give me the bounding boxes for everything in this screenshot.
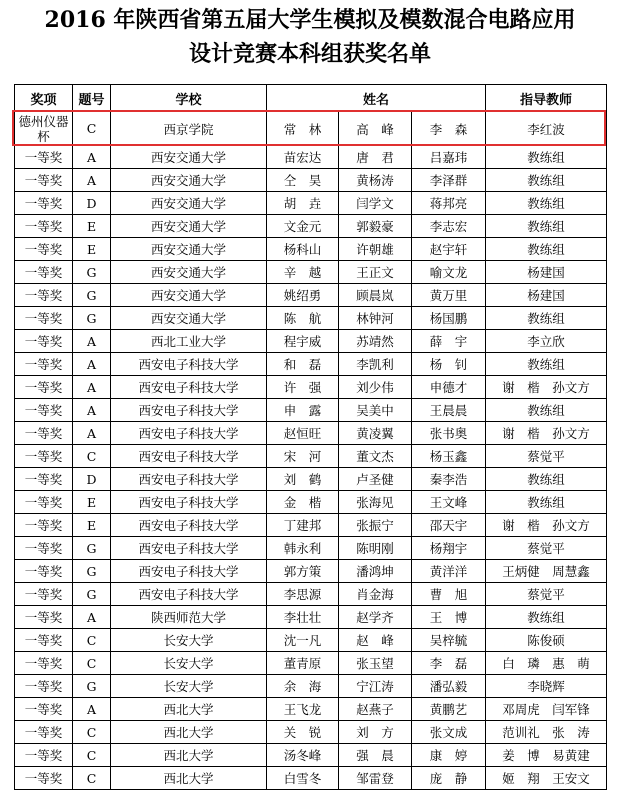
name-1-cell: 汤冬峰 <box>267 744 339 767</box>
advisor-cell: 蔡觉平 <box>486 537 607 560</box>
problem-cell: C <box>73 629 111 652</box>
name-2-cell: 黄杨涛 <box>339 169 412 192</box>
name-2-cell: 赵 峰 <box>339 629 412 652</box>
advisor-cell: 蔡觉平 <box>486 445 607 468</box>
school-cell: 西安电子科技大学 <box>111 514 267 537</box>
advisor-cell: 教练组 <box>486 468 607 491</box>
school-cell: 西安电子科技大学 <box>111 537 267 560</box>
award-table <box>14 84 607 790</box>
school-cell: 西安电子科技大学 <box>111 353 267 376</box>
problem-cell: E <box>73 215 111 238</box>
name-2-cell: 赵燕子 <box>339 698 412 721</box>
name-2-cell: 张玉望 <box>339 652 412 675</box>
school-cell: 陕西师范大学 <box>111 606 267 629</box>
school-cell: 西北大学 <box>111 767 267 790</box>
name-2-cell: 郭毅豪 <box>339 215 412 238</box>
table-row <box>15 767 607 790</box>
advisor-cell: 杨建国 <box>486 284 607 307</box>
award-cell: 一等奖 <box>15 284 73 307</box>
award-cell: 一等奖 <box>15 583 73 606</box>
name-1-cell: 许 强 <box>267 376 339 399</box>
advisor-cell: 王炳健 周慧鑫 <box>486 560 607 583</box>
header-school: 学校 <box>111 85 267 112</box>
name-3-cell: 黄洋洋 <box>412 560 486 583</box>
name-1-cell: 丁建邦 <box>267 514 339 537</box>
award-cell: 一等奖 <box>15 744 73 767</box>
award-cell: 一等奖 <box>15 376 73 399</box>
name-1-cell: 杨科山 <box>267 238 339 261</box>
award-cell: 一等奖 <box>15 238 73 261</box>
award-cell: 一等奖 <box>15 698 73 721</box>
advisor-cell: 教练组 <box>486 307 607 330</box>
school-cell: 西安交通大学 <box>111 146 267 169</box>
name-3-cell: 潘弘毅 <box>412 675 486 698</box>
name-3-cell: 杨 钊 <box>412 353 486 376</box>
school-cell: 西安电子科技大学 <box>111 583 267 606</box>
problem-cell: C <box>73 652 111 675</box>
name-1-cell: 陈 航 <box>267 307 339 330</box>
name-2-cell: 赵学齐 <box>339 606 412 629</box>
problem-cell: G <box>73 284 111 307</box>
award-cell: 一等奖 <box>15 353 73 376</box>
name-2-cell: 陈明刚 <box>339 537 412 560</box>
name-2-cell: 顾晨岚 <box>339 284 412 307</box>
problem-cell: G <box>73 261 111 284</box>
name-2-cell: 王正文 <box>339 261 412 284</box>
name-2-cell: 张海见 <box>339 491 412 514</box>
school-cell: 西北工业大学 <box>111 330 267 353</box>
name-2-cell: 刘 方 <box>339 721 412 744</box>
award-cell: 一等奖 <box>15 560 73 583</box>
name-3-cell: 邵天宇 <box>412 514 486 537</box>
name-3-cell: 王文峰 <box>412 491 486 514</box>
table-row <box>15 353 607 376</box>
school-cell: 西北大学 <box>111 744 267 767</box>
name-3-cell: 曹 旭 <box>412 583 486 606</box>
name-1-cell: 常 林 <box>267 112 339 146</box>
school-cell: 西安交通大学 <box>111 261 267 284</box>
table-row <box>15 169 607 192</box>
name-2-cell: 黄凌翼 <box>339 422 412 445</box>
school-cell: 西京学院 <box>111 112 267 146</box>
problem-cell: D <box>73 468 111 491</box>
problem-cell: A <box>73 376 111 399</box>
advisor-cell: 李立欣 <box>486 330 607 353</box>
advisor-cell: 谢 楷 孙文方 <box>486 514 607 537</box>
advisor-cell: 教练组 <box>486 399 607 422</box>
name-3-cell: 张书奥 <box>412 422 486 445</box>
name-3-cell: 申德才 <box>412 376 486 399</box>
table-row <box>15 215 607 238</box>
award-cell: 一等奖 <box>15 468 73 491</box>
name-1-cell: 胡 垚 <box>267 192 339 215</box>
award-cell: 一等奖 <box>15 192 73 215</box>
advisor-cell: 教练组 <box>486 491 607 514</box>
header-names: 姓名 <box>267 85 486 112</box>
advisor-cell: 教练组 <box>486 606 607 629</box>
name-2-cell: 苏靖然 <box>339 330 412 353</box>
table-row <box>15 744 607 767</box>
problem-cell: C <box>73 445 111 468</box>
advisor-cell: 李晓辉 <box>486 675 607 698</box>
school-cell: 西北大学 <box>111 698 267 721</box>
name-1-cell: 辛 越 <box>267 261 339 284</box>
name-1-cell: 程宇威 <box>267 330 339 353</box>
award-cell: 一等奖 <box>15 261 73 284</box>
award-cell: 一等奖 <box>15 606 73 629</box>
name-1-cell: 赵恒旺 <box>267 422 339 445</box>
table-row <box>15 514 607 537</box>
document-title-line-2: 设计竞赛本科组获奖名单 <box>188 41 431 67</box>
name-1-cell: 白雪冬 <box>267 767 339 790</box>
name-2-cell: 李凯利 <box>339 353 412 376</box>
table-row <box>15 192 607 215</box>
advisor-cell: 教练组 <box>486 169 607 192</box>
table-row <box>15 330 607 353</box>
advisor-cell: 李红波 <box>486 112 607 146</box>
name-1-cell: 李思源 <box>267 583 339 606</box>
problem-cell: A <box>73 146 111 169</box>
name-3-cell: 杨翔宇 <box>412 537 486 560</box>
name-2-cell: 刘少伟 <box>339 376 412 399</box>
award-cell: 一等奖 <box>15 215 73 238</box>
table-row <box>15 698 607 721</box>
advisor-cell: 邓周虎 闫军锋 <box>486 698 607 721</box>
table-row <box>15 238 607 261</box>
name-1-cell: 宋 河 <box>267 445 339 468</box>
problem-cell: A <box>73 330 111 353</box>
problem-cell: A <box>73 422 111 445</box>
name-1-cell: 金 楷 <box>267 491 339 514</box>
school-cell: 西安交通大学 <box>111 307 267 330</box>
school-cell: 长安大学 <box>111 675 267 698</box>
name-1-cell: 李壮壮 <box>267 606 339 629</box>
school-cell: 西安电子科技大学 <box>111 491 267 514</box>
problem-cell: D <box>73 192 111 215</box>
problem-cell: G <box>73 307 111 330</box>
table-row <box>15 307 607 330</box>
table-row <box>15 606 607 629</box>
award-cell: 德州仪器杯 <box>15 112 73 146</box>
school-cell: 西安交通大学 <box>111 192 267 215</box>
advisor-cell: 陈俊硕 <box>486 629 607 652</box>
advisor-cell: 姬 翔 王安文 <box>486 767 607 790</box>
problem-cell: C <box>73 721 111 744</box>
award-cell: 一等奖 <box>15 652 73 675</box>
problem-cell: C <box>73 744 111 767</box>
name-2-cell: 吴美中 <box>339 399 412 422</box>
name-1-cell: 董青原 <box>267 652 339 675</box>
award-cell: 一等奖 <box>15 169 73 192</box>
problem-cell: E <box>73 514 111 537</box>
table-row <box>15 629 607 652</box>
table-row <box>15 422 607 445</box>
name-1-cell: 王飞龙 <box>267 698 339 721</box>
name-3-cell: 薛 宇 <box>412 330 486 353</box>
name-2-cell: 董文杰 <box>339 445 412 468</box>
award-cell: 一等奖 <box>15 422 73 445</box>
award-cell: 一等奖 <box>15 491 73 514</box>
name-3-cell: 吴梓毓 <box>412 629 486 652</box>
award-cell: 一等奖 <box>15 675 73 698</box>
advisor-cell: 教练组 <box>486 192 607 215</box>
problem-cell: A <box>73 353 111 376</box>
advisor-cell: 范训礼 张 涛 <box>486 721 607 744</box>
school-cell: 西安电子科技大学 <box>111 376 267 399</box>
name-2-cell: 许朝雄 <box>339 238 412 261</box>
advisor-cell: 教练组 <box>486 146 607 169</box>
award-cell: 一等奖 <box>15 330 73 353</box>
problem-cell: G <box>73 583 111 606</box>
advisor-cell: 蔡觉平 <box>486 583 607 606</box>
award-cell: 一等奖 <box>15 767 73 790</box>
name-1-cell: 姚绍勇 <box>267 284 339 307</box>
problem-cell: E <box>73 238 111 261</box>
name-3-cell: 王晨晨 <box>412 399 486 422</box>
name-3-cell: 张文成 <box>412 721 486 744</box>
name-3-cell: 李 森 <box>412 112 486 146</box>
name-3-cell: 王 博 <box>412 606 486 629</box>
problem-cell: C <box>73 767 111 790</box>
name-1-cell: 和 磊 <box>267 353 339 376</box>
award-cell: 一等奖 <box>15 629 73 652</box>
name-2-cell: 林钟河 <box>339 307 412 330</box>
advisor-cell: 谢 楷 孙文方 <box>486 376 607 399</box>
school-cell: 西安电子科技大学 <box>111 422 267 445</box>
table-row <box>15 721 607 744</box>
name-1-cell: 关 锐 <box>267 721 339 744</box>
problem-cell: A <box>73 698 111 721</box>
school-cell: 西北大学 <box>111 721 267 744</box>
problem-cell: A <box>73 606 111 629</box>
advisor-cell: 教练组 <box>486 238 607 261</box>
problem-cell: G <box>73 560 111 583</box>
table-row <box>15 376 607 399</box>
name-3-cell: 李泽群 <box>412 169 486 192</box>
school-cell: 西安交通大学 <box>111 169 267 192</box>
name-1-cell: 苗宏达 <box>267 146 339 169</box>
award-cell: 一等奖 <box>15 399 73 422</box>
problem-cell: G <box>73 537 111 560</box>
school-cell: 西安交通大学 <box>111 215 267 238</box>
table-row <box>15 112 607 146</box>
table-row <box>15 583 607 606</box>
school-cell: 西安电子科技大学 <box>111 468 267 491</box>
award-cell: 一等奖 <box>15 721 73 744</box>
problem-cell: A <box>73 399 111 422</box>
name-2-cell: 强 晨 <box>339 744 412 767</box>
header-advisor: 指导教师 <box>486 85 607 112</box>
school-cell: 西安交通大学 <box>111 238 267 261</box>
table-row <box>15 560 607 583</box>
advisor-cell: 姜 博 易黄建 <box>486 744 607 767</box>
advisor-cell: 谢 楷 孙文方 <box>486 422 607 445</box>
header-problem: 题号 <box>73 85 111 112</box>
name-3-cell: 喻文龙 <box>412 261 486 284</box>
header-award: 奖项 <box>15 85 73 112</box>
name-3-cell: 李 磊 <box>412 652 486 675</box>
table-row <box>15 399 607 422</box>
award-cell: 一等奖 <box>15 307 73 330</box>
advisor-cell: 教练组 <box>486 353 607 376</box>
name-1-cell: 沈一凡 <box>267 629 339 652</box>
table-row <box>15 146 607 169</box>
name-2-cell: 卢圣健 <box>339 468 412 491</box>
table-row <box>15 284 607 307</box>
award-cell: 一等奖 <box>15 537 73 560</box>
name-2-cell: 张振宁 <box>339 514 412 537</box>
name-2-cell: 唐 君 <box>339 146 412 169</box>
table-row <box>15 261 607 284</box>
name-1-cell: 文金元 <box>267 215 339 238</box>
name-1-cell: 申 露 <box>267 399 339 422</box>
name-2-cell: 闫学文 <box>339 192 412 215</box>
problem-cell: A <box>73 169 111 192</box>
table-row <box>15 468 607 491</box>
name-2-cell: 高 峰 <box>339 112 412 146</box>
advisor-cell: 教练组 <box>486 215 607 238</box>
name-3-cell: 杨玉鑫 <box>412 445 486 468</box>
school-cell: 西安电子科技大学 <box>111 445 267 468</box>
problem-cell: C <box>73 112 111 146</box>
table-row <box>15 491 607 514</box>
award-cell: 一等奖 <box>15 445 73 468</box>
name-2-cell: 宁江涛 <box>339 675 412 698</box>
name-3-cell: 蒋邦亮 <box>412 192 486 215</box>
name-3-cell: 秦李浩 <box>412 468 486 491</box>
name-1-cell: 郭方策 <box>267 560 339 583</box>
table-row <box>15 675 607 698</box>
school-cell: 西安电子科技大学 <box>111 399 267 422</box>
document-title-line-1: 2016 年陕西省第五届大学生模拟及模数混合电路应用 <box>44 7 576 33</box>
name-3-cell: 李志宏 <box>412 215 486 238</box>
name-1-cell: 刘 鹤 <box>267 468 339 491</box>
award-cell: 一等奖 <box>15 146 73 169</box>
school-cell: 西安交通大学 <box>111 284 267 307</box>
table-row <box>15 537 607 560</box>
name-3-cell: 杨国鹏 <box>412 307 486 330</box>
table-row <box>15 445 607 468</box>
school-cell: 长安大学 <box>111 629 267 652</box>
name-3-cell: 赵宇轩 <box>412 238 486 261</box>
name-2-cell: 邹雷登 <box>339 767 412 790</box>
name-3-cell: 黄万里 <box>412 284 486 307</box>
name-2-cell: 潘鸿坤 <box>339 560 412 583</box>
name-1-cell: 余 海 <box>267 675 339 698</box>
problem-cell: E <box>73 491 111 514</box>
name-1-cell: 韩永利 <box>267 537 339 560</box>
problem-cell: G <box>73 675 111 698</box>
name-3-cell: 吕嘉玮 <box>412 146 486 169</box>
award-cell: 一等奖 <box>15 514 73 537</box>
school-cell: 西安电子科技大学 <box>111 560 267 583</box>
name-1-cell: 仝 昊 <box>267 169 339 192</box>
name-3-cell: 康 婷 <box>412 744 486 767</box>
name-3-cell: 庞 静 <box>412 767 486 790</box>
advisor-cell: 杨建国 <box>486 261 607 284</box>
table-header-row <box>15 85 607 112</box>
school-cell: 长安大学 <box>111 652 267 675</box>
name-2-cell: 肖金海 <box>339 583 412 606</box>
advisor-cell: 白 璘 惠 萌 <box>486 652 607 675</box>
name-3-cell: 黄鹏艺 <box>412 698 486 721</box>
table-row <box>15 652 607 675</box>
